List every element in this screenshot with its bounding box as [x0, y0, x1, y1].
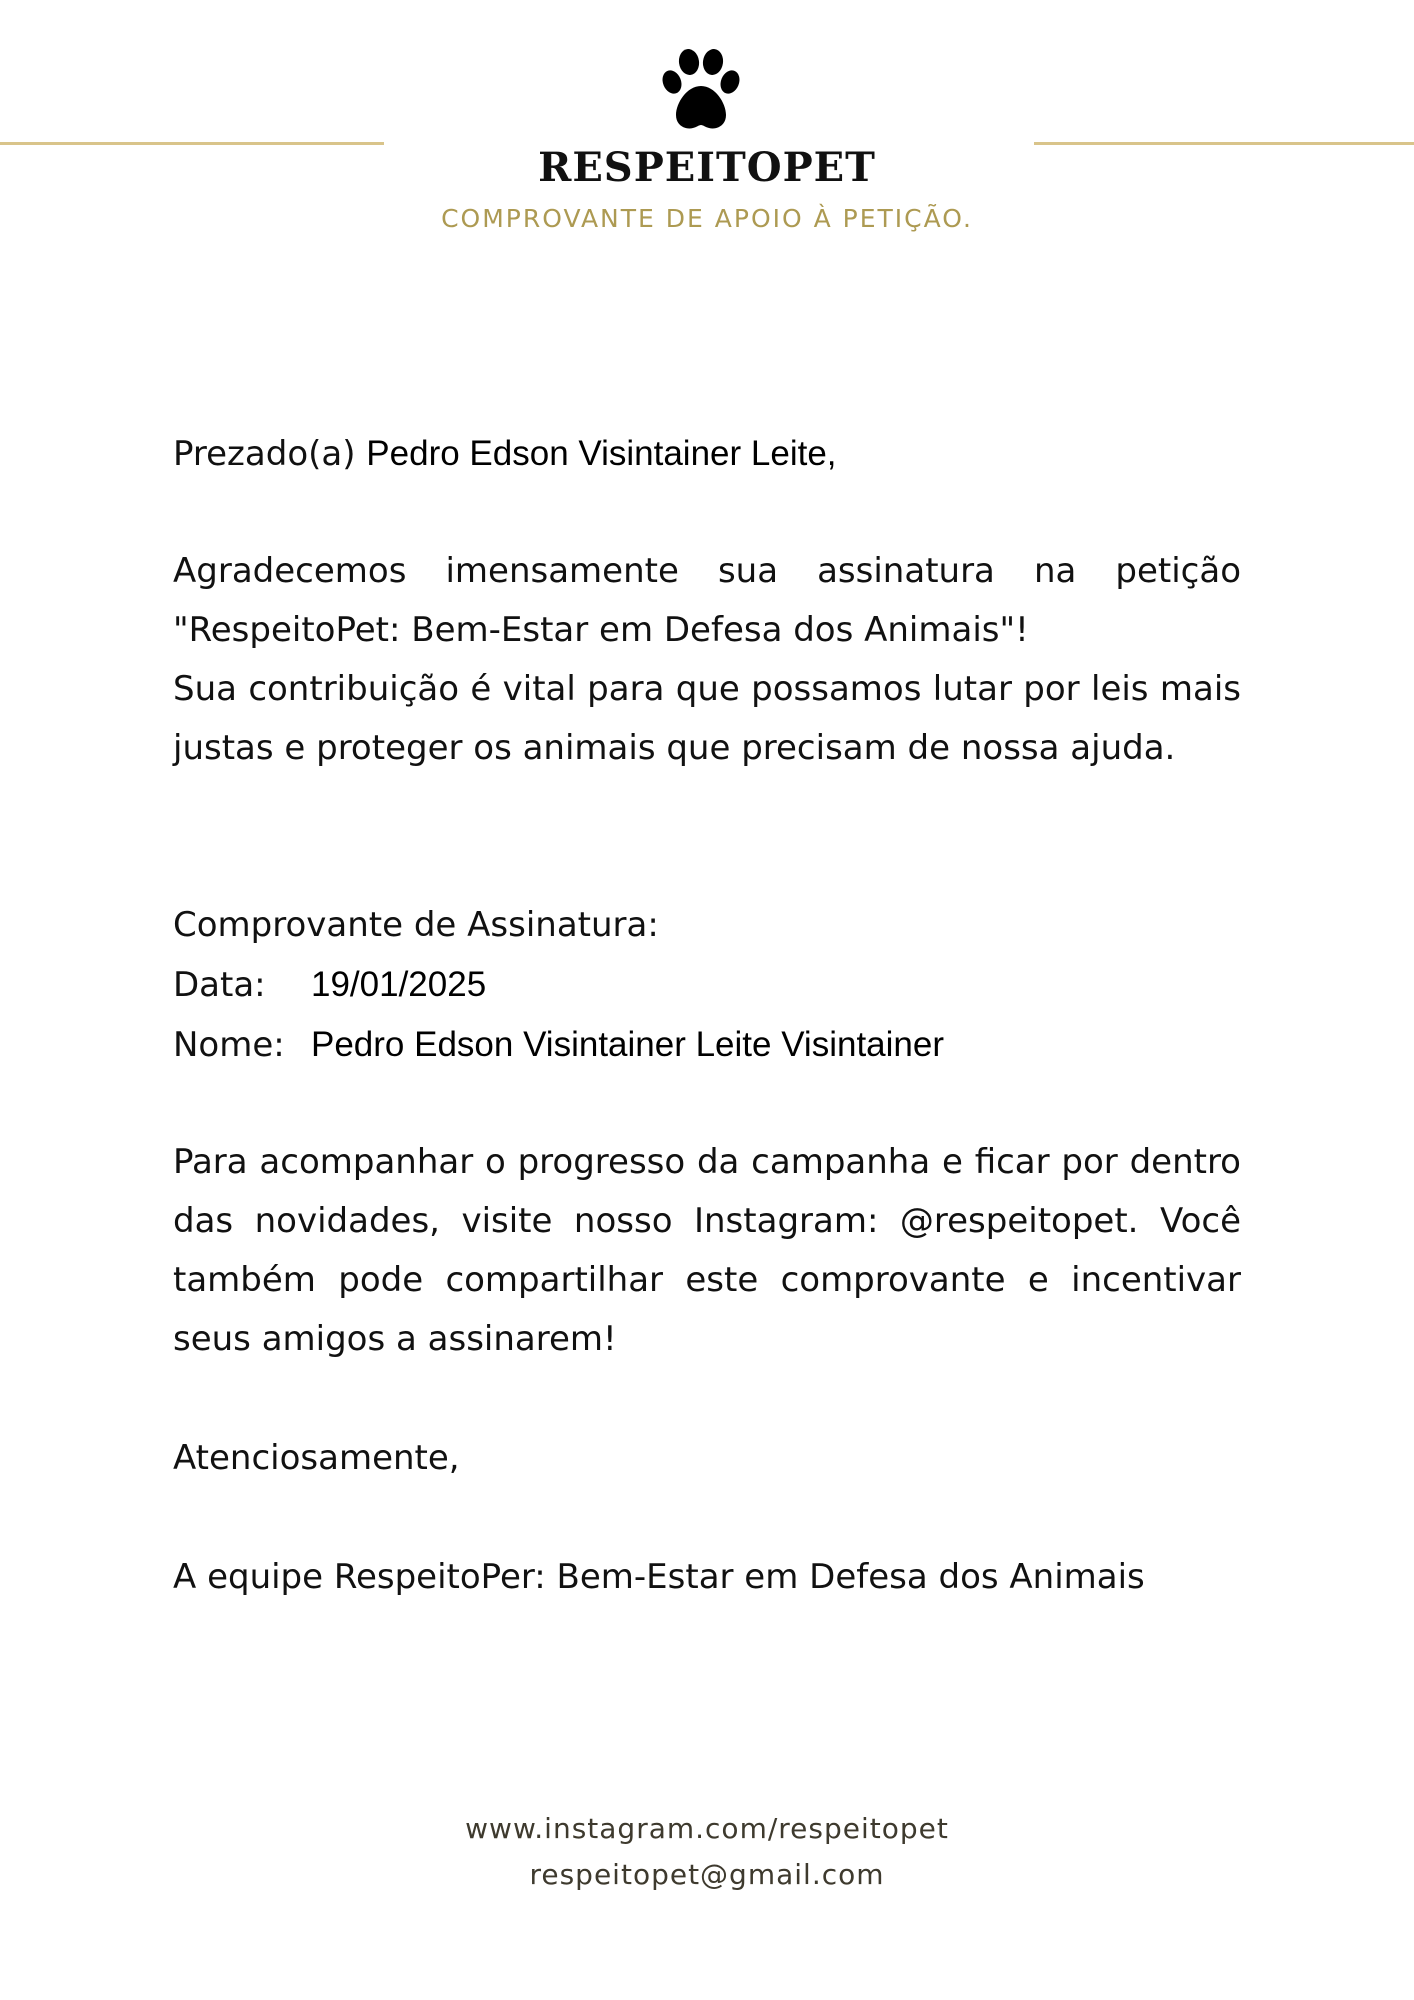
- date-value: 19/01/2025: [311, 965, 487, 1004]
- contribution-paragraph: Sua contribuição é vital para que possamos lutar por leis mais justas e proteger os animais que precisam de nossa ajuda.: [173, 669, 1241, 768]
- instagram-paragraph: Para acompanhar o progresso da campanha e ficar por dentro das novidades, visite nosso Instagram: @respeitopet. Você também pode compartilhar este comprovante e incentivar seus amigos a assinarem!: [173, 1142, 1241, 1359]
- email-link[interactable]: respeitopet@gmail.com: [529, 1858, 885, 1891]
- document-subtitle: COMPROVANTE DE APOIO À PETIÇÃO.: [441, 204, 973, 233]
- salutation: [173, 424, 1241, 484]
- signature: A equipe RespeitoPer: Bem-Estar em Defesa dos Animais: [173, 1557, 1145, 1597]
- receipt-block: [173, 896, 1241, 1075]
- instagram-link[interactable]: www.instagram.com/respeitopet: [465, 1812, 949, 1845]
- closing: Atenciosamente,: [173, 1438, 460, 1478]
- paw-icon: [662, 48, 740, 132]
- thanks-paragraph: Agradecemos imensamente sua assinatura na petição "RespeitoPet: Bem-Estar em Defesa dos Animais"!: [173, 551, 1241, 650]
- salutation-prefix: Prezado(a): [173, 434, 356, 474]
- receipt-name-row: [173, 1015, 1241, 1075]
- name-value: Pedro Edson Visintainer Leite Visintainer: [311, 1025, 944, 1064]
- brand-title: RESPEITOPET: [538, 144, 876, 191]
- date-label: Data:: [173, 965, 266, 1005]
- receipt-date-row: [173, 955, 1241, 1015]
- receipt-title: Comprovante de Assinatura:: [173, 905, 659, 945]
- name-label: Nome:: [173, 1025, 285, 1065]
- recipient-name: Pedro Edson Visintainer Leite,: [366, 434, 837, 473]
